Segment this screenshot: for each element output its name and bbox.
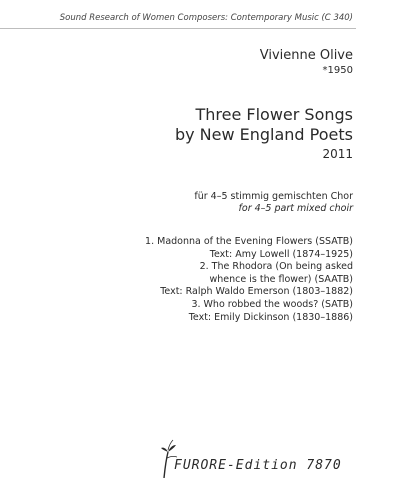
song-text-credit: Text: Amy Lowell (1874–1925)	[209, 248, 353, 260]
voicing-english: for 4–5 part mixed choir	[238, 203, 353, 214]
work-title-line-1: Three Flower Songs	[195, 105, 353, 124]
voicing-german: für 4–5 stimmig gemischten Chor	[194, 191, 353, 202]
publisher-name: FURORE-Edition 7870	[174, 458, 342, 473]
song-entry	[0, 236, 353, 261]
song-text-credit: Text: Ralph Waldo Emerson (1803–1882)	[160, 286, 353, 298]
work-year: 2011	[322, 147, 353, 161]
song-title-continued: whence is the flower) (SAATB)	[209, 273, 353, 285]
song-title: 1. Madonna of the Evening Flowers (SSATB)	[145, 236, 353, 247]
composer-birth-year: *1950	[322, 65, 353, 76]
song-title: 2. The Rhodora (On being asked	[199, 261, 353, 273]
work-title	[0, 105, 353, 145]
song-entry	[0, 261, 353, 299]
song-title: 3. Who robbed the woods? (SATB)	[191, 298, 353, 310]
work-title-line-2: by New England Poets	[174, 125, 353, 144]
series-title: Sound Research of Women Composers: Contemporary Music (C 340)	[59, 13, 353, 23]
song-entry	[0, 299, 353, 324]
song-list	[0, 236, 353, 324]
publisher-logo	[158, 438, 358, 478]
song-text-credit: Text: Emily Dickinson (1830–1886)	[188, 311, 353, 323]
header-rule	[0, 28, 356, 29]
composer-name: Vivienne Olive	[259, 48, 353, 63]
